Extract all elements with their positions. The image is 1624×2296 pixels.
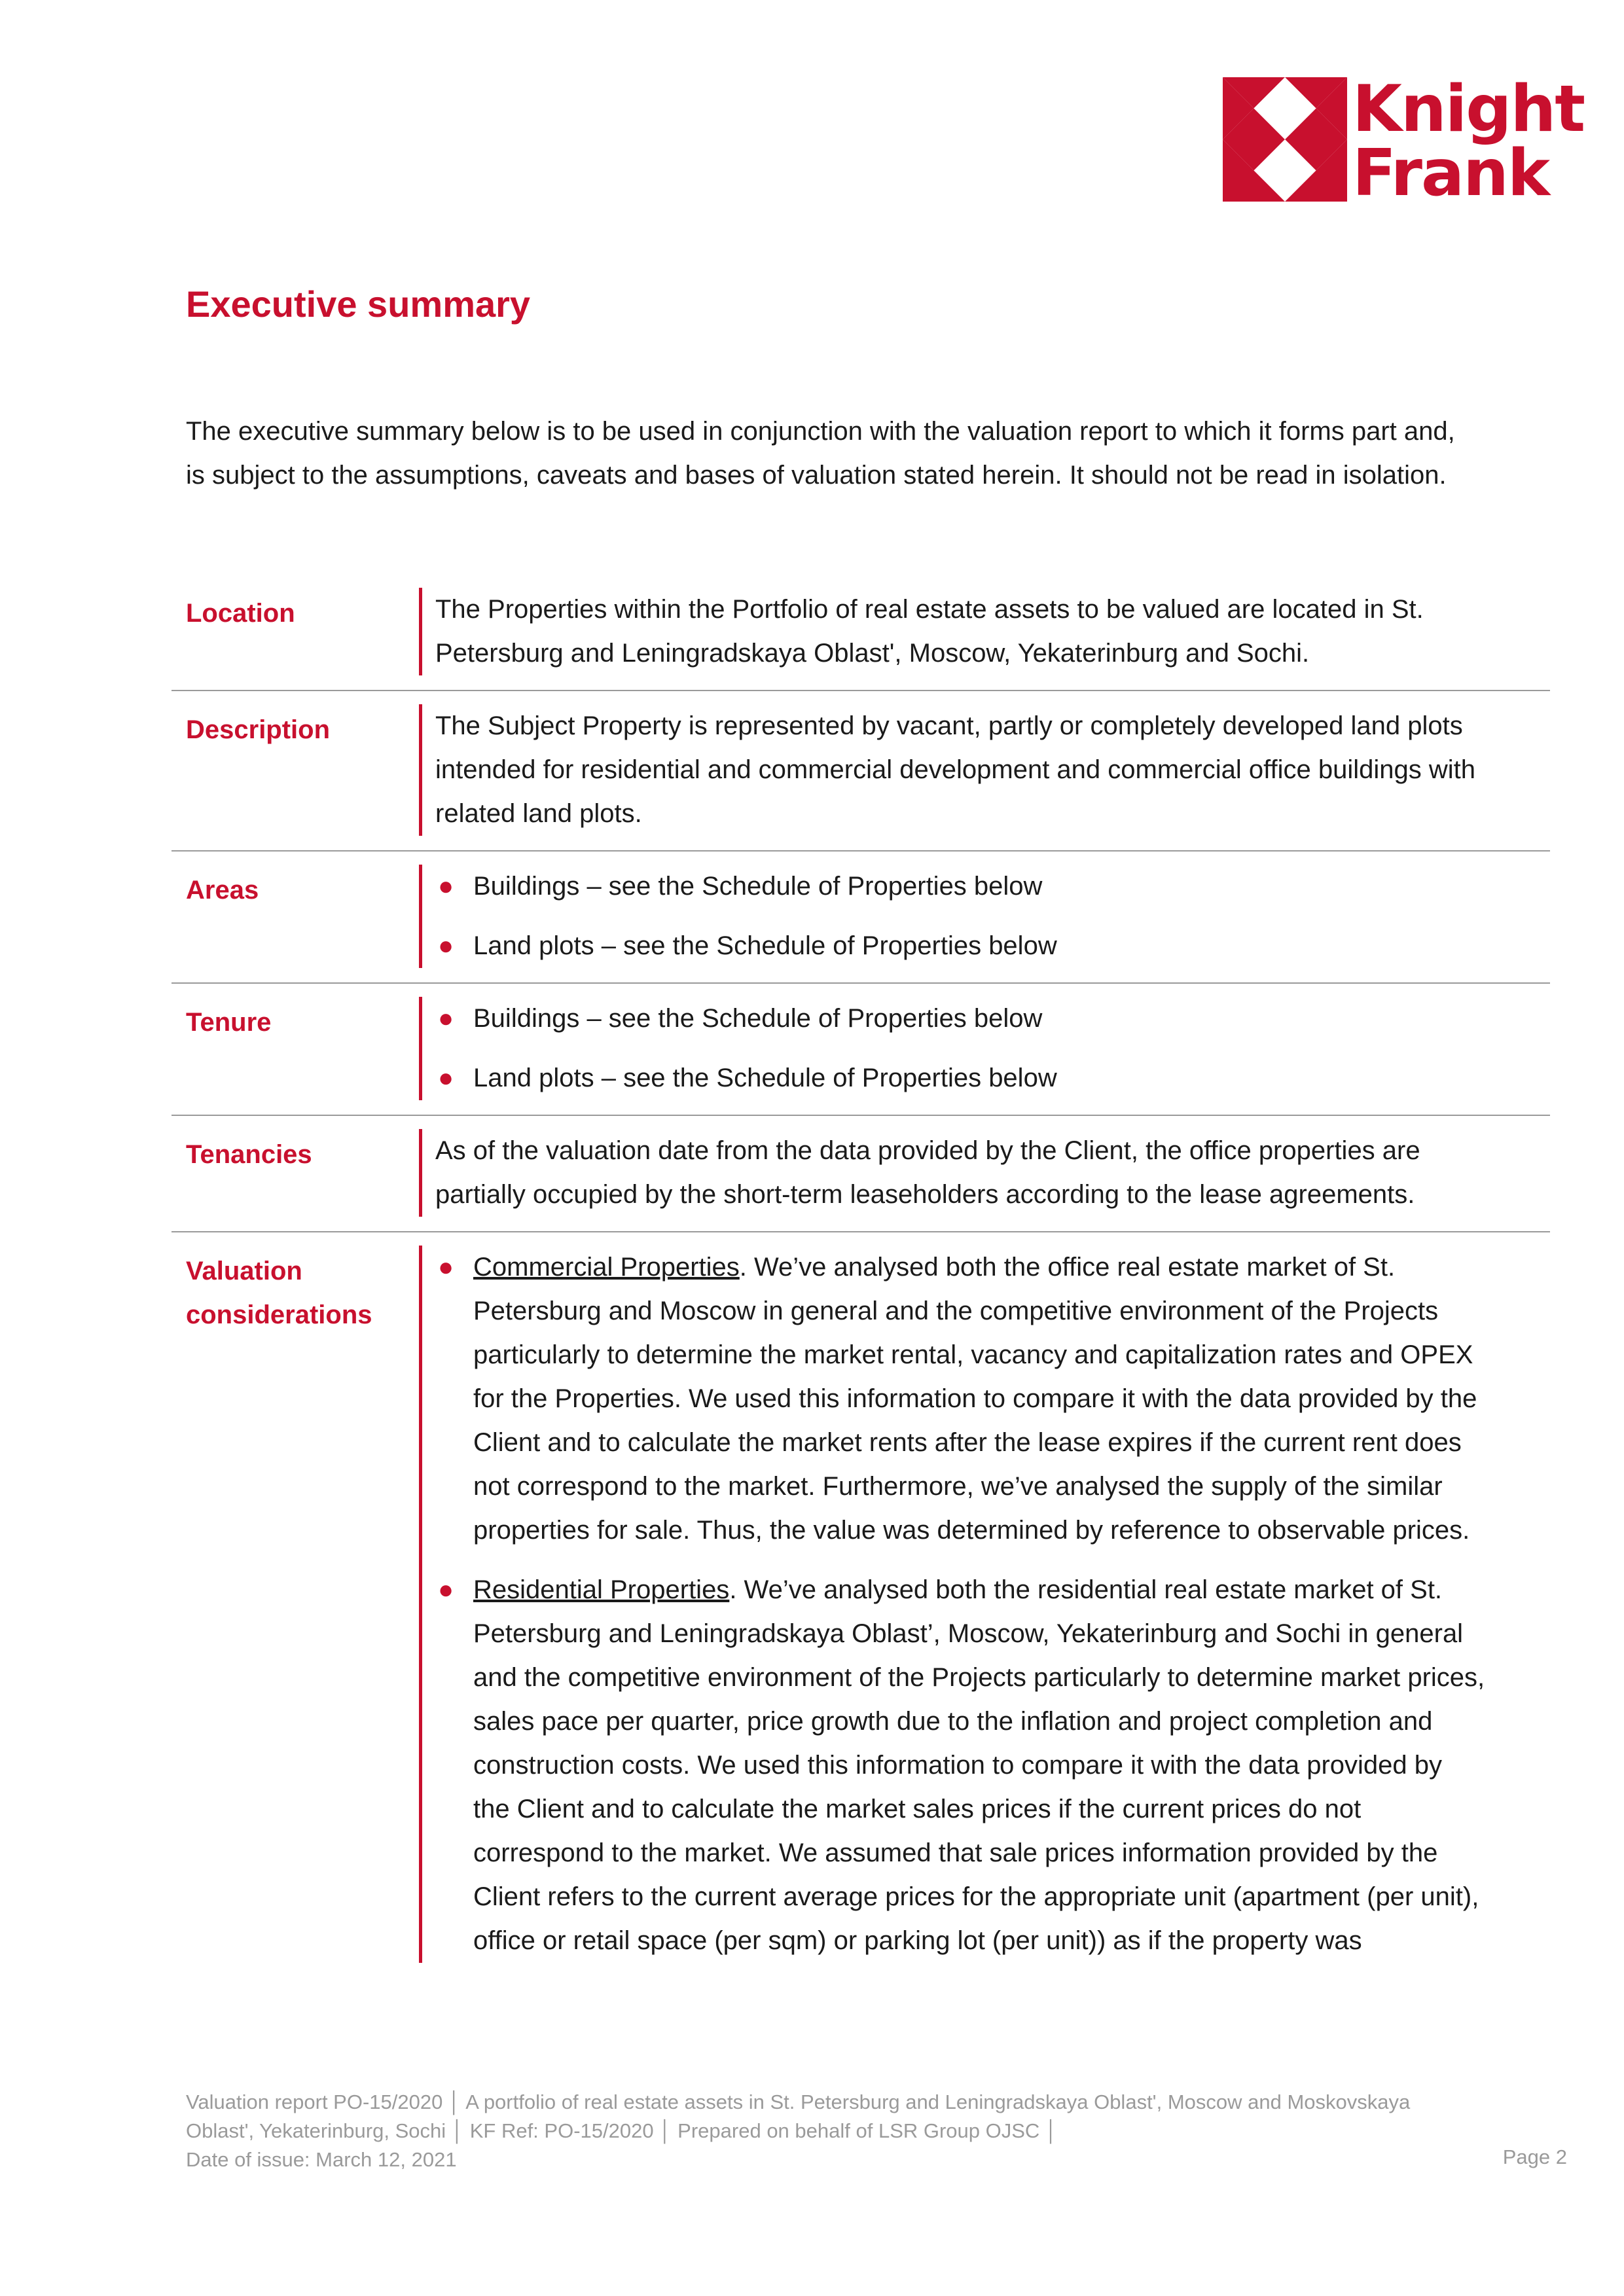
bullet-list [435, 997, 1550, 1100]
bullet-icon: ● [438, 1004, 454, 1033]
list-item-residential [435, 1568, 1550, 1963]
section-tenure [171, 984, 1550, 1116]
content-line: Petersburg and Leningradskaya Oblast’, Moscow, Yekaterinburg and Sochi in general [473, 1619, 1464, 1648]
residential-heading: Residential Properties [473, 1575, 730, 1604]
section-content [419, 588, 1550, 675]
content-line: As of the valuation date from the data provided by the Client, the office properties are [435, 1136, 1420, 1165]
section-content [419, 1246, 1550, 1963]
section-label: Location [186, 599, 295, 628]
content-line: Petersburg and Leningradskaya Oblast', Moscow, Yekaterinburg and Sochi. [435, 639, 1310, 668]
commercial-heading: Commercial Properties [473, 1253, 740, 1282]
list-item-text: Land plots – see the Schedule of Properties below [473, 1064, 1057, 1092]
section-content [419, 865, 1550, 968]
content-line: correspond to the market. We assumed that sale prices information provided by the [473, 1839, 1438, 1867]
section-label: Description [186, 715, 331, 744]
section-label: Tenancies [186, 1140, 312, 1169]
section-tenancies [171, 1116, 1550, 1232]
label-line: Valuation [186, 1257, 302, 1285]
intro-line: The executive summary below is to be used in conjunction with the valuation report to which it forms part and, [186, 417, 1455, 446]
bullet-icon: ● [438, 1575, 454, 1604]
content-line: The Properties within the Portfolio of real estate assets to be valued are located in St. [435, 595, 1424, 624]
bullet-icon: ● [438, 872, 454, 901]
content-text: . We’ve analysed both the residential real estate market of St. [729, 1575, 1443, 1604]
bullet-list [435, 1246, 1550, 1963]
list-item [435, 1056, 1550, 1100]
intro-line: is subject to the assumptions, caveats and bases of valuation stated herein. It should not be read in isolation. [186, 461, 1447, 490]
section-label: Areas [186, 876, 259, 905]
list-item-text: Buildings – see the Schedule of Properties below [473, 872, 1043, 901]
logo-word-knight: Knight [1352, 72, 1585, 147]
section-description [171, 691, 1550, 852]
bullet-icon: ● [438, 931, 454, 960]
list-item-text: Land plots – see the Schedule of Properties below [473, 931, 1057, 960]
logo-mark-icon [1223, 77, 1347, 202]
content-line: partially occupied by the short-term leaseholders according to the lease agreements. [435, 1180, 1415, 1209]
content-line: particularly to determine the market rental, vacancy and capitalization rates and OPEX [473, 1340, 1473, 1369]
section-label [186, 1249, 408, 1337]
content-line: the Client and to calculate the market sales prices if the current prices do not [473, 1795, 1362, 1823]
section-location [171, 575, 1550, 691]
summary-table [171, 575, 1550, 1977]
content-line: Client refers to the current average prices for the appropriate unit (apartment (per unit), [473, 1882, 1479, 1911]
content-line [473, 1246, 1550, 1289]
content-line: The Subject Property is represented by vacant, partly or completely developed land plots [435, 711, 1463, 740]
bullet-icon: ● [438, 1253, 454, 1282]
logo-word-frank: Frank [1352, 136, 1549, 211]
page-title: Executive summary [186, 283, 531, 325]
footer-line: Oblast', Yekaterinburg, Sochi │ KF Ref: PO-15/2020 │ Prepared on behalf of LSR Group OJSC │ [186, 2119, 1058, 2142]
content-line: not correspond to the market. Furthermore, we’ve analysed the supply of the similar [473, 1472, 1443, 1501]
page-footer [186, 2088, 1567, 2174]
content-line: intended for residential and commercial development and commercial office buildings with [435, 755, 1475, 784]
list-item [435, 865, 1550, 908]
content-line [473, 1568, 1550, 1612]
section-content [419, 1129, 1550, 1217]
section-content [419, 997, 1550, 1100]
content-line: related land plots. [435, 799, 642, 828]
label-line: considerations [186, 1300, 372, 1329]
intro-paragraph [186, 410, 1547, 497]
content-line: Client and to calculate the market rents after the lease expires if the current rent does [473, 1428, 1462, 1457]
section-content [419, 704, 1550, 836]
content-line: construction costs. We used this information to compare it with the data provided by [473, 1751, 1442, 1780]
list-item-text: Buildings – see the Schedule of Properties below [473, 1004, 1043, 1033]
bullet-list [435, 865, 1550, 968]
content-line: sales pace per quarter, price growth due to the inflation and project completion and [473, 1707, 1433, 1736]
content-line: properties for sale. Thus, the value was determined by reference to observable prices. [473, 1516, 1470, 1545]
footer-line: Date of issue: March 12, 2021 [186, 2148, 457, 2171]
list-item [435, 997, 1550, 1041]
list-item [435, 924, 1550, 968]
footer-line: Valuation report PO-15/2020 │ A portfolio of real estate assets in St. Petersburg and Leningradskaya Oblast', Moscow and Moskovskaya [186, 2090, 1411, 2113]
list-item-commercial [435, 1246, 1550, 1552]
page-number: Page 2 [1502, 2145, 1567, 2168]
section-areas [171, 852, 1550, 984]
section-label: Tenure [186, 1008, 272, 1037]
section-valuation-considerations [171, 1232, 1550, 1977]
content-line: Petersburg and Moscow in general and the competitive environment of the Projects [473, 1297, 1439, 1325]
bullet-icon: ● [438, 1064, 454, 1092]
content-line: for the Properties. We used this information to compare it with the data provided by the [473, 1384, 1477, 1413]
content-text: . We’ve analysed both the office real estate market of St. [739, 1253, 1396, 1282]
content-line: and the competitive environment of the Projects particularly to determine market prices, [473, 1663, 1485, 1692]
knight-frank-logo [1223, 72, 1585, 211]
content-line: office or retail space (per sqm) or parking lot (per unit)) as if the property was [473, 1926, 1362, 1955]
